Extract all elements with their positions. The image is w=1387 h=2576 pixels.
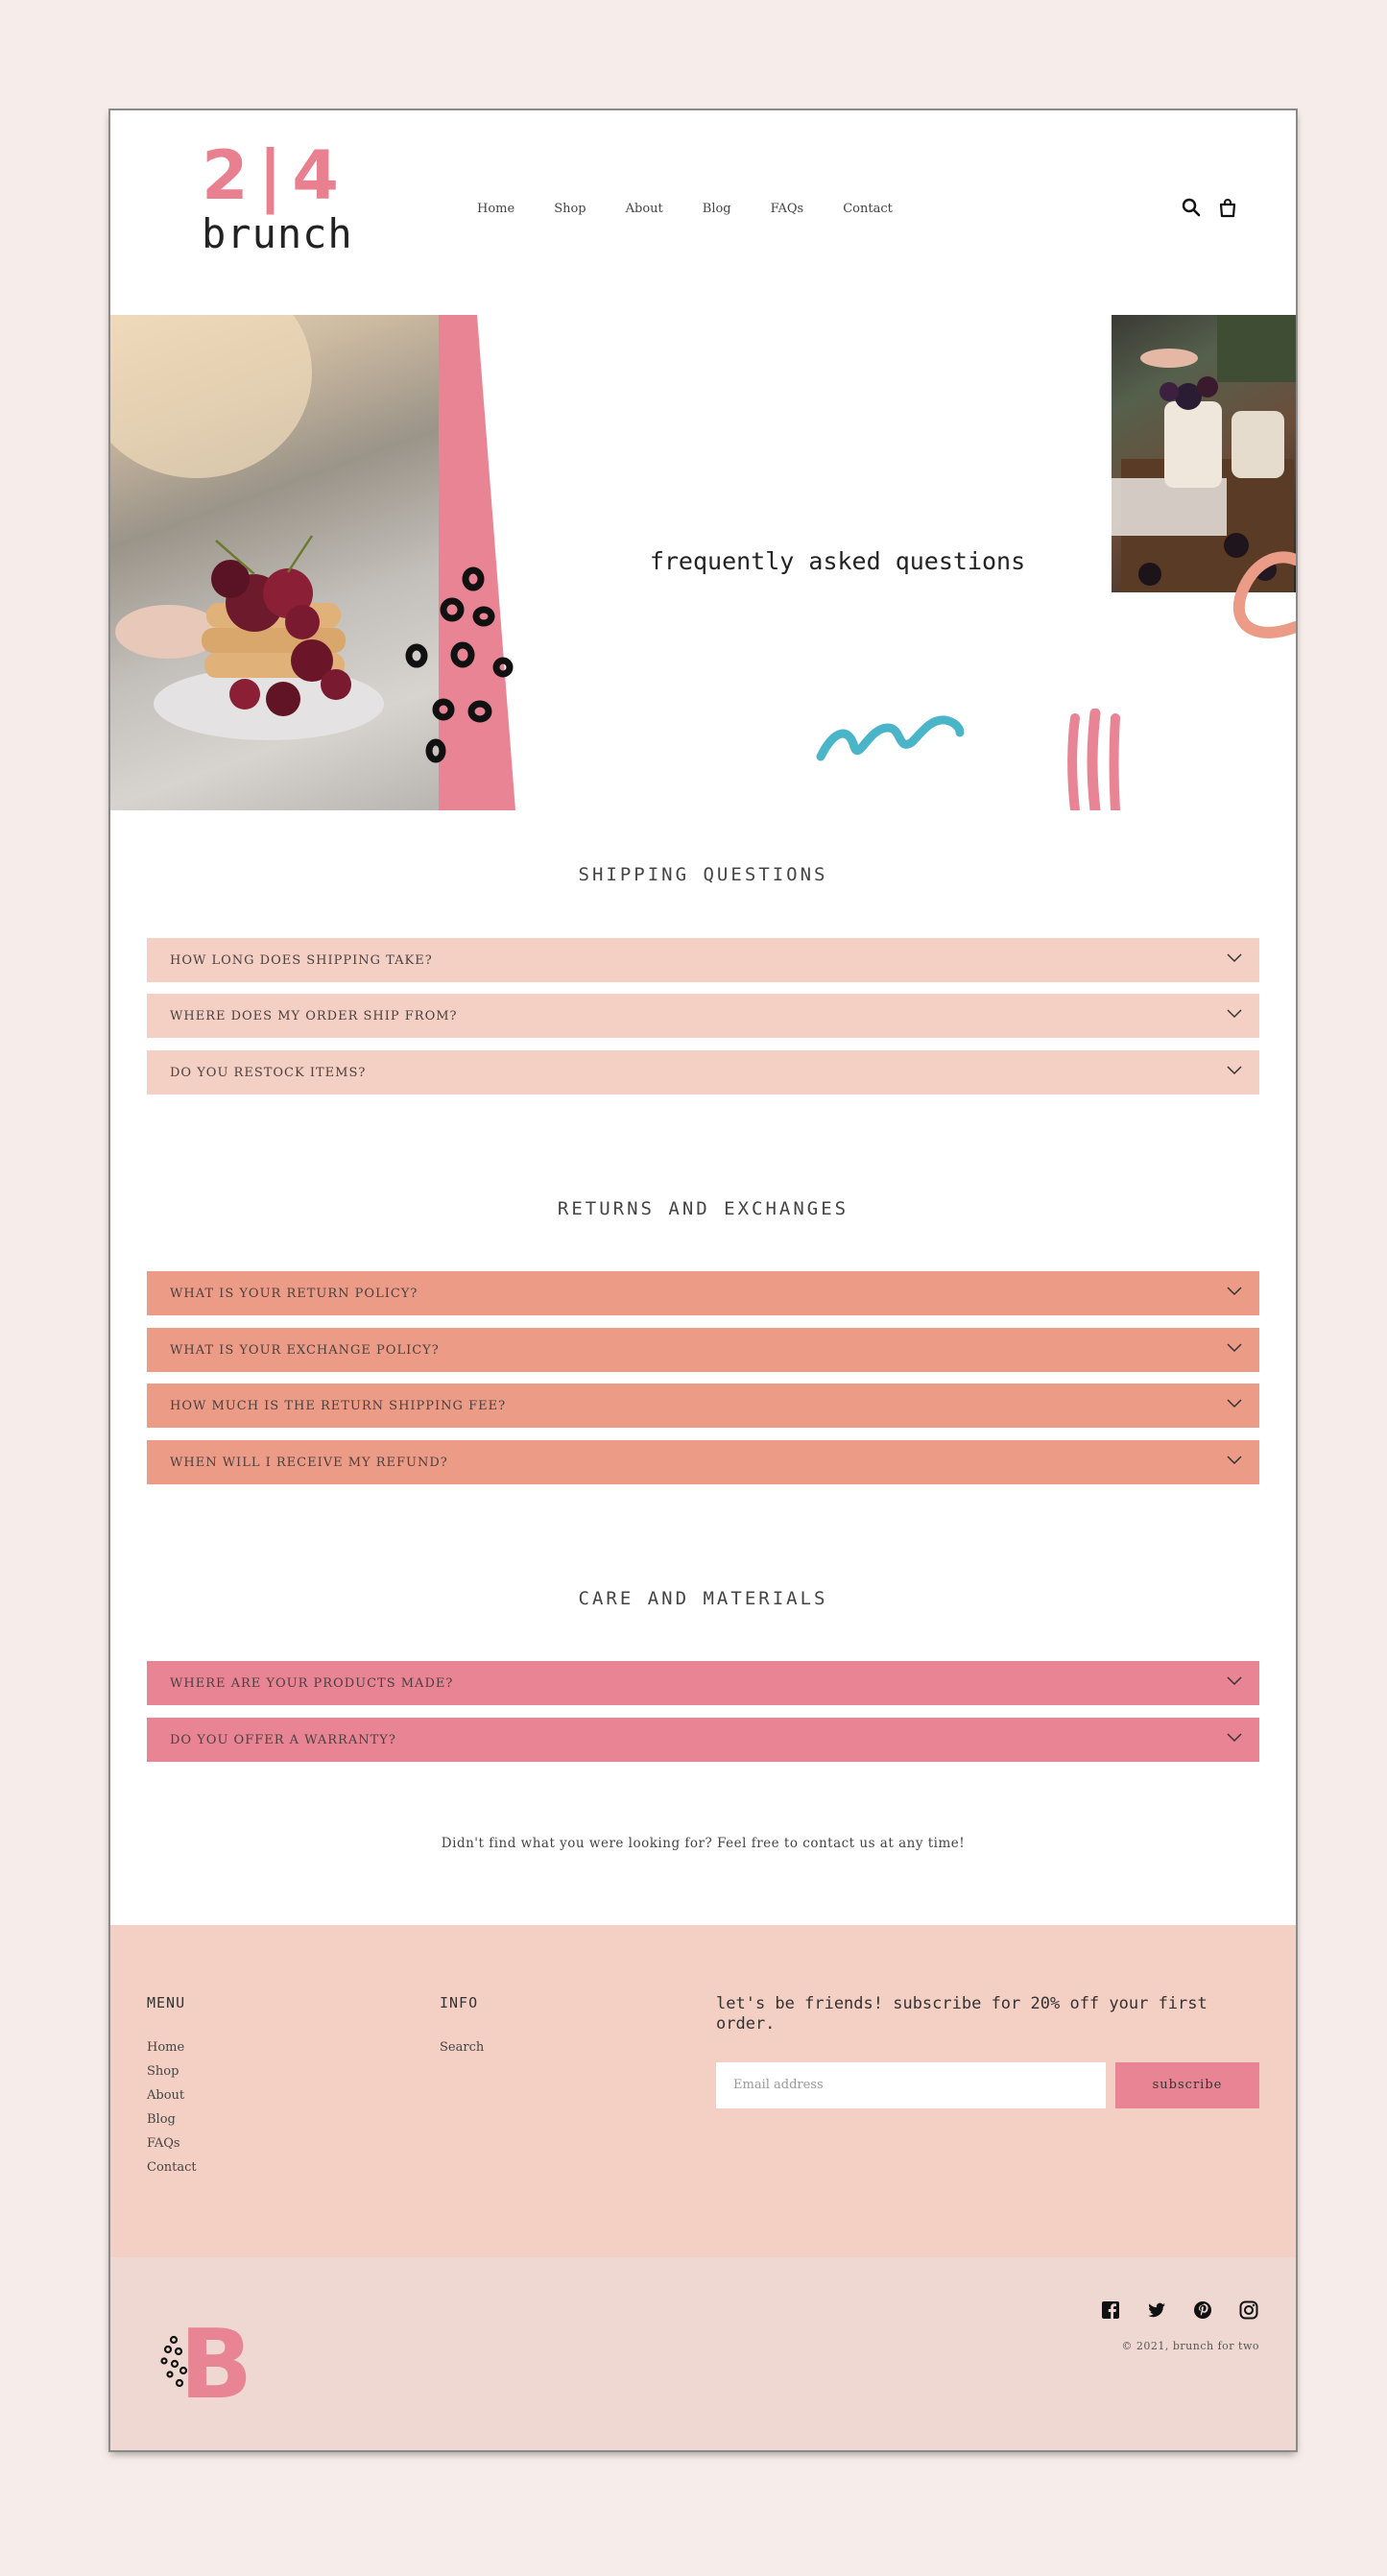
svg-text:B: B	[179, 2311, 253, 2407]
footer-menu-heading: MENU	[147, 1994, 186, 2011]
cart-icon[interactable]	[1217, 197, 1238, 218]
nav-faqs[interactable]: FAQs	[770, 202, 804, 216]
nav-blog[interactable]: Blog	[702, 202, 731, 216]
hero-title: frequently asked questions	[649, 547, 1026, 575]
subscribe-button[interactable]: subscribe	[1115, 2062, 1259, 2108]
faq-item[interactable]	[147, 938, 1259, 982]
subscribe-text: let's be friends! subscribe for 20% off your first order.	[716, 1994, 1208, 2034]
faq-item[interactable]	[147, 994, 1259, 1038]
footer-link-faqs[interactable]: FAQs	[147, 2136, 180, 2151]
pinterest-icon[interactable]	[1192, 2299, 1213, 2321]
faq-item[interactable]	[147, 1271, 1259, 1315]
footer-link-search[interactable]: Search	[440, 2040, 485, 2055]
logo-numbers: 2|4	[202, 136, 348, 215]
faq-question: WHERE ARE YOUR PRODUCTS MADE?	[170, 1675, 454, 1691]
nav-contact[interactable]: Contact	[843, 202, 893, 216]
hero-banner	[110, 315, 1296, 810]
facebook-icon[interactable]	[1100, 2299, 1121, 2321]
faq-question: HOW LONG DOES SHIPPING TAKE?	[170, 952, 433, 968]
chevron-down-icon	[1227, 1675, 1242, 1687]
section-title-shipping: SHIPPING QUESTIONS	[578, 864, 828, 885]
footer-link-about[interactable]: About	[147, 2088, 185, 2103]
faq-question: WHEN WILL I RECEIVE MY REFUND?	[170, 1455, 448, 1470]
faq-question: WHAT IS YOUR RETURN POLICY?	[170, 1286, 418, 1301]
faq-item[interactable]	[147, 1440, 1259, 1484]
search-icon[interactable]	[1181, 197, 1202, 218]
nav-shop[interactable]: Shop	[554, 202, 586, 216]
footer-bottom	[110, 2257, 1296, 2450]
footer-link-contact[interactable]: Contact	[147, 2160, 197, 2175]
chevron-down-icon	[1227, 1342, 1242, 1354]
section-title-returns: RETURNS AND EXCHANGES	[557, 1198, 849, 1219]
chevron-down-icon	[1227, 1732, 1242, 1744]
footer-info-heading: INFO	[440, 1994, 479, 2011]
social-links	[1100, 2299, 1259, 2321]
footer-link-shop[interactable]: Shop	[147, 2064, 179, 2079]
faq-question: WHERE DOES MY ORDER SHIP FROM?	[170, 1008, 458, 1023]
chevron-down-icon	[1227, 1286, 1242, 1297]
twitter-icon[interactable]	[1146, 2299, 1167, 2321]
faq-question: HOW MUCH IS THE RETURN SHIPPING FEE?	[170, 1398, 507, 1413]
page-container	[110, 110, 1296, 2450]
faq-item[interactable]	[147, 1661, 1259, 1705]
main-nav	[477, 202, 932, 216]
faq-item[interactable]	[147, 1384, 1259, 1428]
chevron-down-icon	[1227, 952, 1242, 964]
faq-item[interactable]	[147, 1718, 1259, 1762]
faq-question: DO YOU RESTOCK ITEMS?	[170, 1065, 367, 1080]
logo-wordmark: brunch	[202, 210, 353, 257]
footer-link-blog[interactable]: Blog	[147, 2112, 176, 2127]
chevron-down-icon	[1227, 1008, 1242, 1020]
site-logo[interactable]	[202, 136, 355, 257]
header-icons	[1181, 197, 1238, 218]
chevron-down-icon	[1227, 1065, 1242, 1076]
loop-decoration	[1219, 550, 1296, 665]
contact-message: Didn't find what you were looking for? Feel free to contact us at any time!	[441, 1836, 966, 1851]
footer	[110, 1925, 1296, 2257]
chevron-down-icon	[1227, 1398, 1242, 1409]
copyright-text: © 2021, brunch for two	[1121, 2340, 1259, 2352]
nav-home[interactable]: Home	[477, 202, 515, 216]
squiggle-decoration	[816, 709, 969, 766]
dot-pattern-decoration	[389, 555, 514, 776]
brush-strokes-decoration	[1065, 709, 1142, 810]
faq-question: WHAT IS YOUR EXCHANGE POLICY?	[170, 1342, 440, 1358]
email-field[interactable]: Email address	[716, 2062, 1106, 2108]
faq-item[interactable]	[147, 1050, 1259, 1095]
brand-b-logo[interactable]	[158, 2311, 264, 2407]
chevron-down-icon	[1227, 1455, 1242, 1466]
faq-question: DO YOU OFFER A WARRANTY?	[170, 1732, 396, 1747]
faq-item[interactable]	[147, 1328, 1259, 1372]
footer-link-home[interactable]: Home	[147, 2040, 185, 2055]
instagram-icon[interactable]	[1238, 2299, 1259, 2321]
nav-about[interactable]: About	[625, 202, 663, 216]
section-title-care: CARE AND MATERIALS	[578, 1588, 828, 1609]
